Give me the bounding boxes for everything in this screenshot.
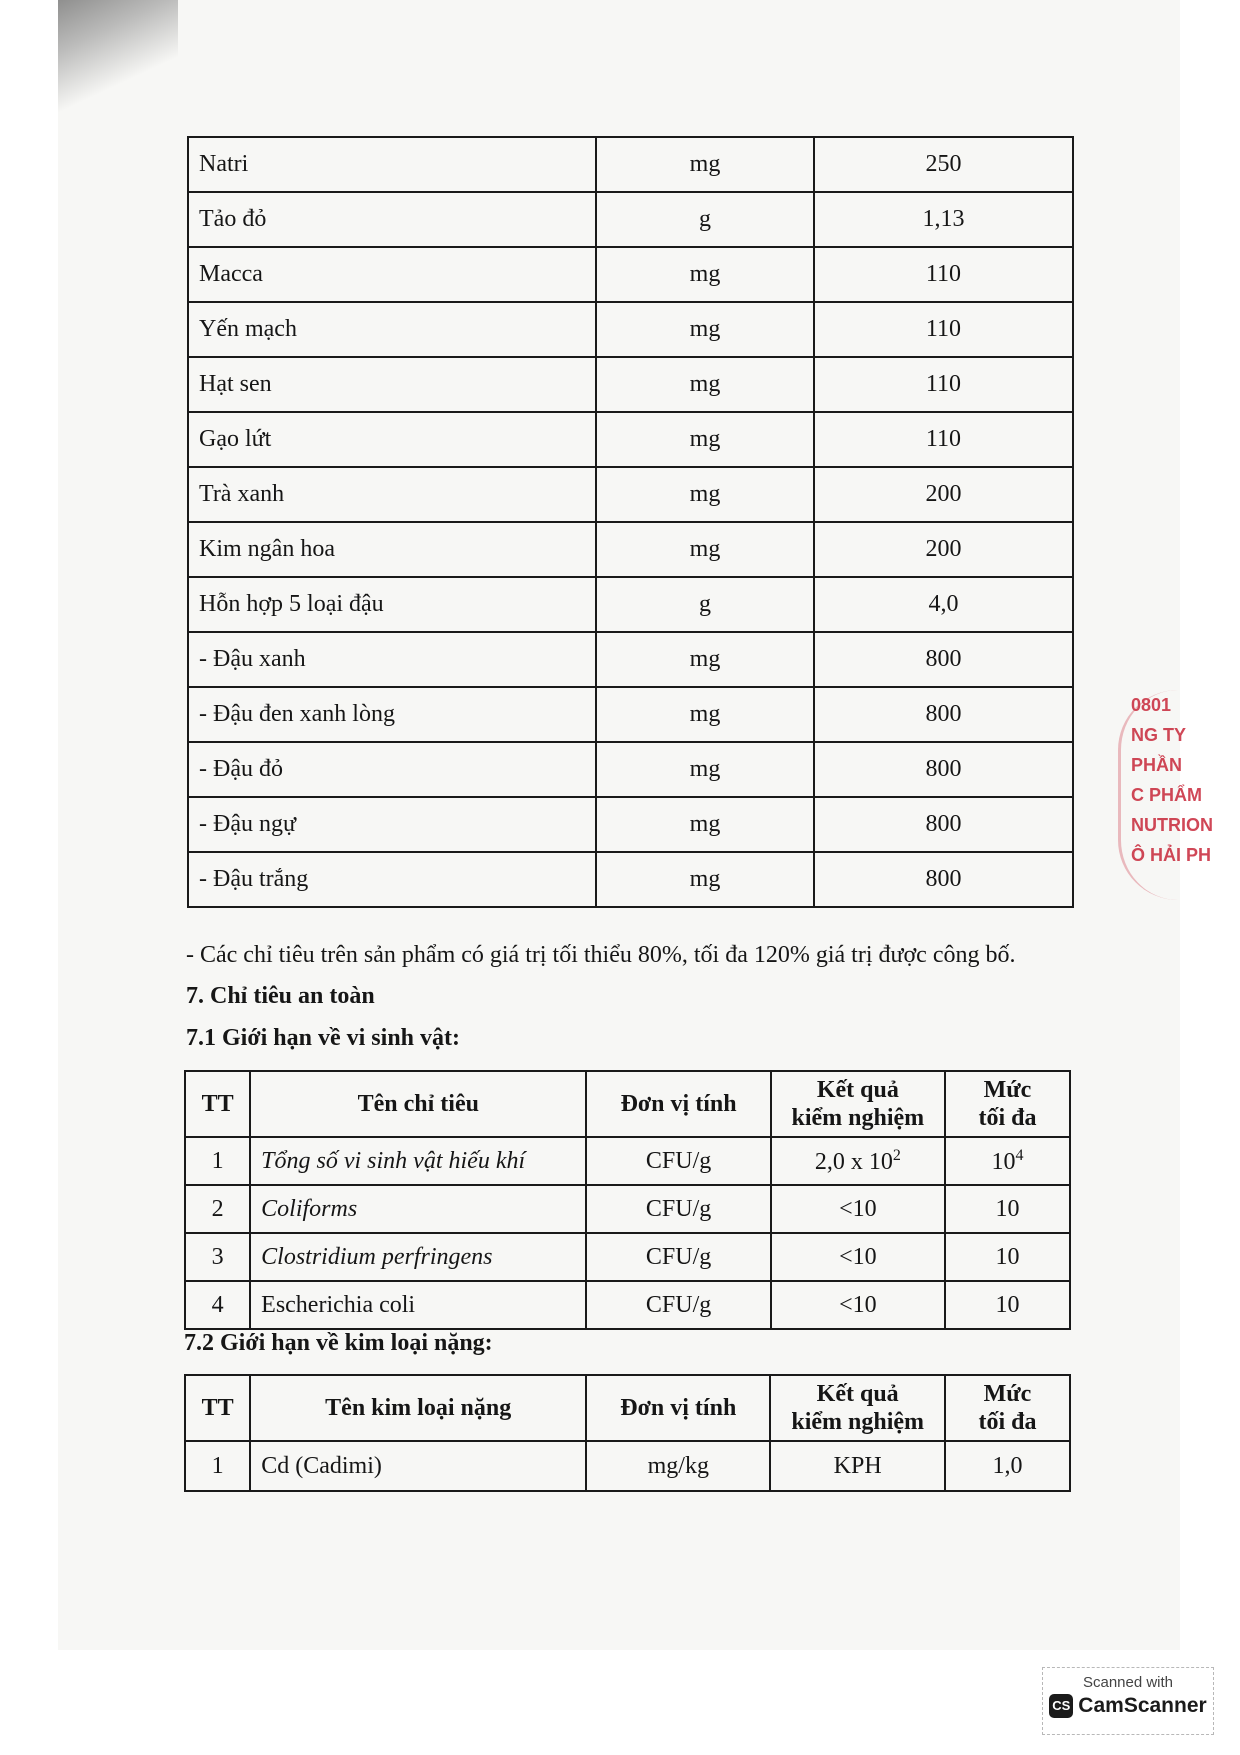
table-header-row (185, 1071, 1070, 1137)
table-row: Yến mạch mg 110 (188, 302, 1073, 357)
header-unit: Đơn vị tính (586, 1071, 770, 1137)
table-row: Tảo đỏ g 1,13 (188, 192, 1073, 247)
header-result: Kết quả kiểm nghiệm (771, 1071, 945, 1137)
header-result: Kết quả kiểm nghiệm (770, 1375, 944, 1441)
camscanner-logo-icon: CS (1049, 1694, 1073, 1718)
table-row: - Đậu xanh mg 800 (188, 632, 1073, 687)
table-row: - Đậu đỏ mg 800 (188, 742, 1073, 797)
section-7-2-title: 7.2 Giới hạn về kim loại nặng: (184, 1330, 493, 1356)
header-max: Mức tối đa (945, 1071, 1070, 1137)
table-row: Natri mg 250 (188, 137, 1073, 192)
table-header-row (185, 1375, 1070, 1441)
table-row: - Đậu trắng mg 800 (188, 852, 1073, 907)
section-7-1-title: 7.1 Giới hạn về vi sinh vật: (186, 1025, 460, 1051)
table-row: - Đậu đen xanh lòng mg 800 (188, 687, 1073, 742)
table-row: 1 Tổng số vi sinh vật hiếu khí CFU/g 2,0 x $10^2$ $10^4$ (185, 1137, 1070, 1185)
header-name: Tên chỉ tiêu (250, 1071, 586, 1137)
camscanner-badge: Scanned with CS CamScanner (1042, 1667, 1214, 1735)
table-row: Trà xanh mg 200 (188, 467, 1073, 522)
section-7-title: 7. Chỉ tiêu an toàn (186, 983, 375, 1009)
nutrition-table (187, 136, 1074, 908)
table-row: Kim ngân hoa mg 200 (188, 522, 1073, 577)
header-max: Mức tối đa (945, 1375, 1070, 1441)
microbiology-table (184, 1070, 1071, 1330)
table-row: 1 Cd (Cadimi) mg/kg KPH 1,0 (185, 1441, 1070, 1491)
header-name: Tên kim loại nặng (250, 1375, 586, 1441)
table-row: 3 Clostridium perfringens CFU/g <10 10 (185, 1233, 1070, 1281)
header-tt: TT (185, 1375, 250, 1441)
table-row: Gạo lứt mg 110 (188, 412, 1073, 467)
header-unit: Đơn vị tính (586, 1375, 770, 1441)
table-row: - Đậu ngự mg 800 (188, 797, 1073, 852)
table-row: Hạt sen mg 110 (188, 357, 1073, 412)
table-row: Macca mg 110 (188, 247, 1073, 302)
heavy-metal-table (184, 1374, 1071, 1492)
tolerance-note: - Các chỉ tiêu trên sản phẩm có giá trị tối thiểu 80%, tối đa 120% giá trị được công bố. (186, 942, 1016, 968)
company-stamp: 0801 NG TY PHẦN C PHẨM NUTRION Ô HẢI PH (1118, 690, 1188, 900)
header-tt: TT (185, 1071, 250, 1137)
page-corner-shadow (58, 0, 178, 180)
table-row: 4 Escherichia coli CFU/g <10 10 (185, 1281, 1070, 1329)
table-row: Hỗn hợp 5 loại đậu g 4,0 (188, 577, 1073, 632)
table-row: 2 Coliforms CFU/g <10 10 (185, 1185, 1070, 1233)
